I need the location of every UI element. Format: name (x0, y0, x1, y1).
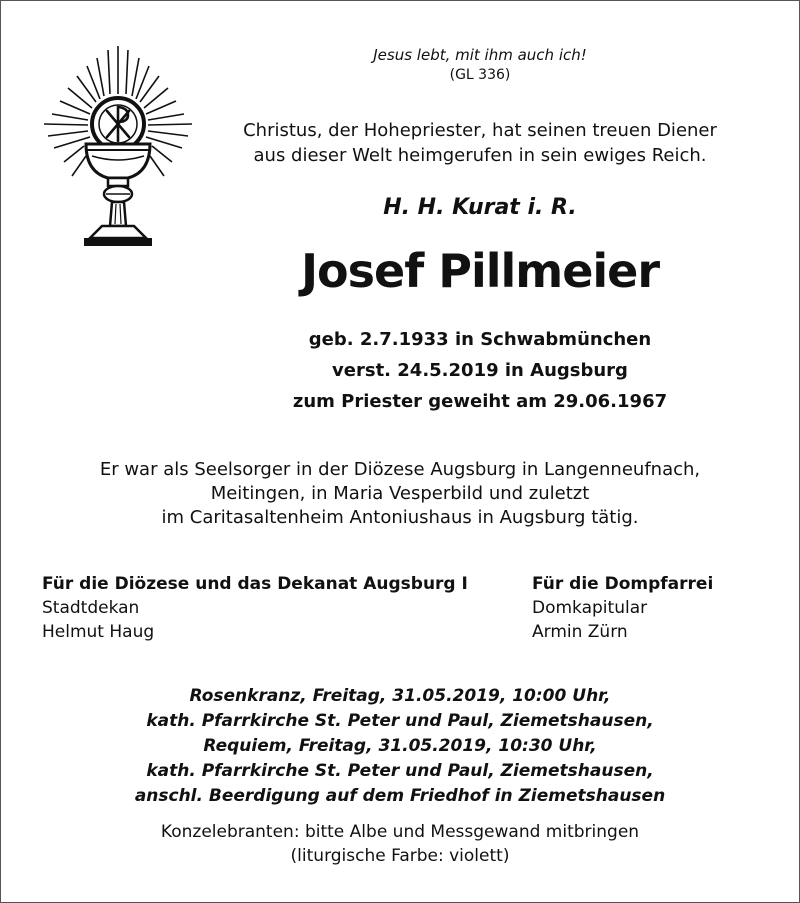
signatory-name: Armin Zürn (532, 622, 628, 642)
chalice-icon (42, 44, 194, 250)
intro-text (200, 118, 760, 168)
life-dates (180, 324, 780, 417)
signatory-name: Helmut Haug (42, 622, 155, 642)
birth-date: geb. 2.7.1933 in Schwabmünchen (308, 329, 652, 350)
service-line: anschl. Beerdigung auf dem Friedhof in Ziemetshausen (134, 786, 666, 806)
service-line: kath. Pfarrkirche St. Peter und Paul, Ziemetshausen, (146, 711, 654, 731)
service-schedule (20, 684, 780, 809)
clerical-title: H. H. Kurat i. R. (383, 195, 577, 220)
service-line: Rosenkranz, Freitag, 31.05.2019, 10:00 Uhr, (189, 686, 611, 706)
motto-reference: (GL 336) (449, 67, 511, 83)
deceased-name: Josef Pillmeier (300, 244, 660, 298)
biography-line: im Caritasaltenheim Antoniushaus in Augsburg tätig. (161, 507, 639, 528)
concelebrant-notes (20, 820, 780, 868)
note-line: (liturgische Farbe: violett) (290, 846, 510, 866)
ordination-date: zum Priester geweiht am 29.06.1967 (292, 391, 668, 412)
biography-line: Er war als Seelsorger in der Diözese Augsburg in Langenneufnach, (99, 459, 701, 480)
signatory-role: Domkapitular (532, 598, 648, 618)
intro-line: aus dieser Welt heimgerufen in sein ewiges Reich. (253, 145, 707, 166)
service-line: kath. Pfarrkirche St. Peter und Paul, Ziemetshausen, (146, 761, 654, 781)
note-line: Konzelebranten: bitte Albe und Messgewand mitbringen (160, 822, 640, 842)
signatory-heading: Für die Dompfarrei (532, 574, 714, 594)
intro-line: Christus, der Hohepriester, hat seinen treuen Diener (243, 120, 717, 141)
service-line: Requiem, Freitag, 31.05.2019, 10:30 Uhr, (203, 736, 597, 756)
biography-line: Meitingen, in Maria Vesperbild und zuletzt (210, 483, 590, 504)
death-date: verst. 24.5.2019 in Augsburg (332, 360, 628, 381)
signatory-heading: Für die Diözese und das Dekanat Augsburg I (42, 574, 468, 594)
signatory-role: Stadtdekan (42, 598, 140, 618)
signatory-cathedral-parish (532, 572, 713, 644)
biography (20, 458, 780, 530)
signatory-diocese (42, 572, 468, 644)
motto-text: Jesus lebt, mit ihm auch ich! (373, 46, 587, 64)
